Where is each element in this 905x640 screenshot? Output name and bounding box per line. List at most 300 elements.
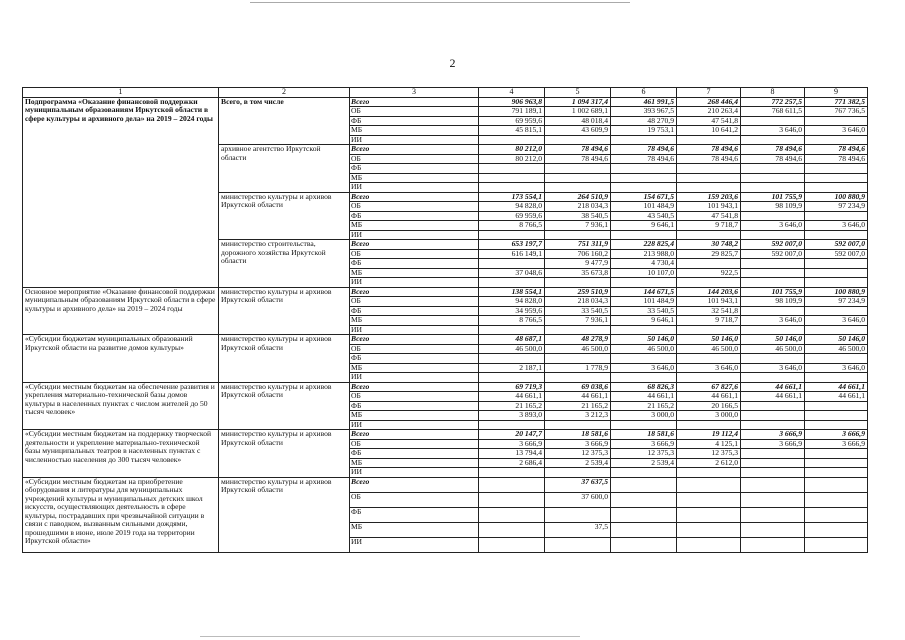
amount-cell: 3 646,0 — [805, 316, 868, 326]
amount-cell: 653 197,7 — [479, 240, 545, 250]
amount-cell: 46 500,0 — [611, 344, 677, 354]
amount-cell: 46 500,0 — [805, 344, 868, 354]
amount-cell — [611, 537, 677, 552]
amount-cell: 268 446,4 — [677, 97, 741, 107]
amount-cell — [677, 259, 741, 269]
amount-cell: 19 753,1 — [611, 126, 677, 136]
amount-cell: 3 000,0 — [611, 411, 677, 421]
funding-source: Всего — [350, 240, 479, 250]
amount-cell: 33 540,5 — [545, 306, 611, 316]
amount-cell: 8 766,5 — [479, 221, 545, 231]
amount-cell — [677, 278, 741, 288]
amount-cell: 7 936,1 — [545, 221, 611, 231]
amount-cell: 144 203,6 — [677, 287, 741, 297]
amount-cell — [741, 537, 805, 552]
amount-cell: 592 007,0 — [741, 240, 805, 250]
amount-cell: 144 671,5 — [611, 287, 677, 297]
amount-cell: 48 018,4 — [545, 116, 611, 126]
amount-cell — [805, 522, 868, 537]
amount-cell: 8 766,5 — [479, 316, 545, 326]
amount-cell: 43 540,5 — [611, 211, 677, 221]
amount-cell: 47 541,8 — [677, 211, 741, 221]
amount-cell — [611, 477, 677, 492]
amount-cell — [741, 354, 805, 364]
amount-cell — [677, 230, 741, 240]
amount-cell: 101 943,1 — [677, 297, 741, 307]
amount-cell: 772 257,5 — [741, 97, 805, 107]
amount-cell: 46 500,0 — [479, 344, 545, 354]
activity-description: «Субсидии местным бюджетам на обеспечение развития и укрепления материально-технической базы домов культуры в населенных пунктах с числом жителей до 50 тысяч человек» — [23, 382, 219, 430]
column-header: 8 — [741, 88, 805, 98]
funding-source: ОБ — [350, 492, 479, 507]
amount-cell: 3 646,0 — [741, 126, 805, 136]
amount-cell: 69 959,6 — [479, 211, 545, 221]
amount-cell — [479, 173, 545, 183]
responsible-executor: министерство культуры и архивов Иркутской области — [219, 335, 350, 383]
amount-cell: 9 646,1 — [611, 316, 677, 326]
amount-cell — [805, 354, 868, 364]
amount-cell: 3 646,0 — [805, 363, 868, 373]
funding-source: ФБ — [350, 116, 479, 126]
funding-source: ИИ — [350, 135, 479, 145]
funding-source: МБ — [350, 173, 479, 183]
amount-cell: 45 815,1 — [479, 126, 545, 136]
amount-cell — [741, 401, 805, 411]
amount-cell: 592 007,0 — [805, 249, 868, 259]
funding-source: МБ — [350, 221, 479, 231]
amount-cell: 3 666,9 — [741, 439, 805, 449]
funding-source: МБ — [350, 363, 479, 373]
amount-cell — [741, 259, 805, 269]
amount-cell — [611, 230, 677, 240]
amount-cell — [677, 354, 741, 364]
amount-cell: 29 825,7 — [677, 249, 741, 259]
amount-cell: 50 146,0 — [741, 335, 805, 345]
amount-cell: 159 203,6 — [677, 192, 741, 202]
funding-source: ОБ — [350, 439, 479, 449]
amount-cell: 9 477,9 — [545, 259, 611, 269]
funding-source: МБ — [350, 316, 479, 326]
amount-cell: 50 146,0 — [805, 335, 868, 345]
amount-cell — [741, 458, 805, 468]
amount-cell: 69 038,6 — [545, 382, 611, 392]
amount-cell: 98 109,9 — [741, 297, 805, 307]
amount-cell — [479, 468, 545, 478]
amount-cell: 78 494,6 — [611, 154, 677, 164]
amount-cell — [611, 135, 677, 145]
amount-cell — [805, 135, 868, 145]
amount-cell — [677, 537, 741, 552]
amount-cell — [545, 173, 611, 183]
amount-cell: 154 671,5 — [611, 192, 677, 202]
amount-cell — [545, 468, 611, 478]
amount-cell — [741, 507, 805, 522]
column-header: 7 — [677, 88, 741, 98]
funding-source: ОБ — [350, 249, 479, 259]
amount-cell — [741, 325, 805, 335]
amount-cell: 3 893,0 — [479, 411, 545, 421]
amount-cell — [805, 278, 868, 288]
amount-cell: 592 007,0 — [805, 240, 868, 250]
amount-cell: 101 755,9 — [741, 287, 805, 297]
funding-source: ОБ — [350, 202, 479, 212]
funding-source: ИИ — [350, 325, 479, 335]
amount-cell: 3 666,9 — [805, 439, 868, 449]
amount-cell — [805, 507, 868, 522]
amount-cell — [741, 411, 805, 421]
amount-cell — [741, 268, 805, 278]
amount-cell: 138 554,1 — [479, 287, 545, 297]
amount-cell: 3 212,3 — [545, 411, 611, 421]
funding-source: МБ — [350, 411, 479, 421]
amount-cell: 10 641,2 — [677, 126, 741, 136]
amount-cell: 751 311,9 — [545, 240, 611, 250]
amount-cell: 78 494,6 — [677, 154, 741, 164]
amount-cell: 706 160,2 — [545, 249, 611, 259]
funding-source: ИИ — [350, 278, 479, 288]
amount-cell — [545, 354, 611, 364]
amount-cell — [741, 492, 805, 507]
funding-source: ФБ — [350, 211, 479, 221]
funding-source: Всего — [350, 97, 479, 107]
amount-cell: 3 646,0 — [805, 126, 868, 136]
funding-source: ИИ — [350, 420, 479, 430]
amount-cell — [741, 183, 805, 193]
amount-cell: 33 540,5 — [611, 306, 677, 316]
amount-cell: 43 609,9 — [545, 126, 611, 136]
amount-cell: 3 666,9 — [741, 430, 805, 440]
amount-cell: 264 510,9 — [545, 192, 611, 202]
amount-cell: 94 828,0 — [479, 297, 545, 307]
amount-cell — [611, 173, 677, 183]
amount-cell: 3 646,0 — [741, 363, 805, 373]
amount-cell — [805, 164, 868, 174]
amount-cell — [479, 354, 545, 364]
amount-cell — [741, 420, 805, 430]
amount-cell: 78 494,6 — [611, 145, 677, 155]
amount-cell: 12 375,3 — [611, 449, 677, 459]
table-row — [23, 477, 868, 492]
amount-cell: 18 581,6 — [545, 430, 611, 440]
amount-cell — [805, 183, 868, 193]
amount-cell: 69 719,3 — [479, 382, 545, 392]
amount-cell: 9 718,7 — [677, 316, 741, 326]
funding-source: Всего — [350, 192, 479, 202]
amount-cell: 46 500,0 — [677, 344, 741, 354]
amount-cell — [545, 135, 611, 145]
amount-cell — [479, 230, 545, 240]
amount-cell: 101 484,9 — [611, 297, 677, 307]
amount-cell: 37 637,5 — [545, 477, 611, 492]
responsible-executor: министерство культуры и архивов Иркутской области — [219, 382, 350, 430]
amount-cell: 67 827,6 — [677, 382, 741, 392]
amount-cell: 48 278,9 — [545, 335, 611, 345]
amount-cell: 47 541,8 — [677, 116, 741, 126]
amount-cell: 44 661,1 — [545, 392, 611, 402]
amount-cell — [805, 468, 868, 478]
amount-cell: 44 661,1 — [479, 392, 545, 402]
amount-cell: 46 500,0 — [545, 344, 611, 354]
amount-cell — [479, 135, 545, 145]
amount-cell: 3 666,9 — [479, 439, 545, 449]
amount-cell: 48 687,1 — [479, 335, 545, 345]
amount-cell: 80 212,0 — [479, 154, 545, 164]
amount-cell: 80 212,0 — [479, 145, 545, 155]
amount-cell — [677, 164, 741, 174]
responsible-executor: министерство строительства, дорожного хозяйства Иркутской области — [219, 240, 350, 288]
amount-cell: 18 581,6 — [611, 430, 677, 440]
amount-cell: 35 673,8 — [545, 268, 611, 278]
amount-cell — [805, 306, 868, 316]
amount-cell: 2 539,4 — [545, 458, 611, 468]
responsible-executor: министерство культуры и архивов Иркутской области — [219, 477, 350, 552]
funding-source: МБ — [350, 522, 479, 537]
amount-cell: 21 165,2 — [545, 401, 611, 411]
amount-cell: 9 718,7 — [677, 221, 741, 231]
funding-source: ИИ — [350, 537, 479, 552]
amount-cell — [611, 420, 677, 430]
amount-cell: 461 991,5 — [611, 97, 677, 107]
amount-cell — [479, 537, 545, 552]
amount-cell: 922,5 — [677, 268, 741, 278]
amount-cell: 48 270,9 — [611, 116, 677, 126]
amount-cell: 34 959,6 — [479, 306, 545, 316]
amount-cell: 44 661,1 — [805, 392, 868, 402]
amount-cell — [611, 354, 677, 364]
activity-description: «Субсидии местным бюджетам на поддержку творческой деятельности и укрепление материально-технической базы муниципальных театров в населенных пунктах с численностью населения до 300 тысяч человек» — [23, 430, 219, 478]
funding-source: МБ — [350, 126, 479, 136]
amount-cell: 616 149,1 — [479, 249, 545, 259]
amount-cell: 3 000,0 — [677, 411, 741, 421]
amount-cell — [741, 468, 805, 478]
funding-source: ФБ — [350, 259, 479, 269]
amount-cell: 44 661,1 — [741, 392, 805, 402]
amount-cell — [479, 164, 545, 174]
amount-cell — [677, 477, 741, 492]
amount-cell: 10 107,0 — [611, 268, 677, 278]
amount-cell: 791 189,1 — [479, 107, 545, 117]
amount-cell — [741, 116, 805, 126]
amount-cell — [677, 420, 741, 430]
amount-cell: 37 600,0 — [545, 492, 611, 507]
activity-description: «Субсидии местным бюджетам на приобретение оборудования и литературы для муниципальных учреждений культуры и муниципальных детских школ искусств, осуществляющих деятельность в сфере культуры, пострадавших при чрезвычайной ситуации в связи с паводком, вызванным сильными дождями, прошедшими в июне, июле 2019 года на территории Иркутской области» — [23, 477, 219, 552]
amount-cell: 78 494,6 — [677, 145, 741, 155]
amount-cell: 78 494,6 — [545, 145, 611, 155]
amount-cell — [805, 477, 868, 492]
amount-cell — [741, 477, 805, 492]
amount-cell: 78 494,6 — [805, 154, 868, 164]
amount-cell — [741, 135, 805, 145]
amount-cell — [741, 173, 805, 183]
amount-cell — [677, 373, 741, 383]
amount-cell — [805, 420, 868, 430]
funding-source: Всего — [350, 335, 479, 345]
amount-cell — [611, 164, 677, 174]
amount-cell: 906 963,8 — [479, 97, 545, 107]
column-header: 4 — [479, 88, 545, 98]
amount-cell — [805, 116, 868, 126]
scan-top-edge — [250, 2, 630, 3]
amount-cell — [677, 492, 741, 507]
amount-cell: 1 002 689,1 — [545, 107, 611, 117]
amount-cell — [479, 492, 545, 507]
amount-cell — [741, 230, 805, 240]
amount-cell: 12 375,3 — [677, 449, 741, 459]
amount-cell — [611, 325, 677, 335]
table-row — [23, 97, 868, 107]
amount-cell — [741, 164, 805, 174]
amount-cell — [545, 507, 611, 522]
amount-cell: 38 540,5 — [545, 211, 611, 221]
amount-cell: 44 661,1 — [611, 392, 677, 402]
amount-cell: 9 646,1 — [611, 221, 677, 231]
table-row — [23, 430, 868, 440]
funding-source: Всего — [350, 477, 479, 492]
amount-cell: 44 661,1 — [741, 382, 805, 392]
responsible-executor: министерство культуры и архивов Иркутской области — [219, 287, 350, 335]
page-number: 2 — [449, 56, 456, 70]
amount-cell: 768 611,5 — [741, 107, 805, 117]
amount-cell — [545, 164, 611, 174]
amount-cell: 68 826,3 — [611, 382, 677, 392]
budget-table-body — [23, 88, 868, 553]
amount-cell: 7 936,1 — [545, 316, 611, 326]
amount-cell: 37 048,6 — [479, 268, 545, 278]
amount-cell: 78 494,6 — [741, 145, 805, 155]
amount-cell — [805, 449, 868, 459]
table-row — [23, 287, 868, 297]
amount-cell: 218 034,3 — [545, 297, 611, 307]
funding-source: ФБ — [350, 507, 479, 522]
amount-cell: 78 494,6 — [545, 154, 611, 164]
amount-cell — [611, 522, 677, 537]
amount-cell — [805, 411, 868, 421]
amount-cell — [479, 522, 545, 537]
responsible-executor: министерство культуры и архивов Иркутской области — [219, 192, 350, 240]
amount-cell — [479, 259, 545, 269]
amount-cell: 173 554,1 — [479, 192, 545, 202]
amount-cell — [805, 173, 868, 183]
amount-cell: 4 125,1 — [677, 439, 741, 449]
amount-cell: 19 112,4 — [677, 430, 741, 440]
amount-cell — [611, 492, 677, 507]
funding-source: МБ — [350, 268, 479, 278]
amount-cell — [611, 507, 677, 522]
amount-cell — [741, 211, 805, 221]
amount-cell: 1 778,9 — [545, 363, 611, 373]
funding-source: МБ — [350, 458, 479, 468]
amount-cell: 50 146,0 — [677, 335, 741, 345]
amount-cell: 37,5 — [545, 522, 611, 537]
amount-cell: 12 375,3 — [545, 449, 611, 459]
scan-bottom-edge — [200, 636, 580, 637]
table-row — [23, 382, 868, 392]
amount-cell: 30 748,2 — [677, 240, 741, 250]
amount-cell — [677, 522, 741, 537]
amount-cell: 3 646,0 — [611, 363, 677, 373]
funding-source: Всего — [350, 430, 479, 440]
amount-cell — [741, 449, 805, 459]
amount-cell: 767 736,5 — [805, 107, 868, 117]
amount-cell — [805, 458, 868, 468]
amount-cell — [545, 420, 611, 430]
amount-cell: 101 943,1 — [677, 202, 741, 212]
amount-cell — [677, 135, 741, 145]
amount-cell — [479, 373, 545, 383]
amount-cell — [545, 325, 611, 335]
table-row — [23, 335, 868, 345]
amount-cell — [545, 278, 611, 288]
amount-cell — [741, 522, 805, 537]
amount-cell: 100 880,9 — [805, 192, 868, 202]
amount-cell — [611, 373, 677, 383]
amount-cell — [805, 492, 868, 507]
amount-cell: 2 612,0 — [677, 458, 741, 468]
amount-cell: 3 666,9 — [611, 439, 677, 449]
amount-cell: 3 666,9 — [805, 430, 868, 440]
amount-cell — [805, 373, 868, 383]
amount-cell — [545, 373, 611, 383]
amount-cell — [479, 183, 545, 193]
column-header: 9 — [805, 88, 868, 98]
column-header: 3 — [350, 88, 479, 98]
amount-cell: 13 794,4 — [479, 449, 545, 459]
activity-description: Основное мероприятие «Оказание финансовой поддержки муниципальным образованиям Иркутской области в сфере культуры и архивного дела» на 2019 – 2024 годы — [23, 287, 219, 335]
amount-cell: 78 494,6 — [741, 154, 805, 164]
amount-cell: 50 146,0 — [611, 335, 677, 345]
amount-cell — [741, 278, 805, 288]
amount-cell — [611, 183, 677, 193]
amount-cell: 210 263,4 — [677, 107, 741, 117]
amount-cell — [741, 373, 805, 383]
amount-cell: 218 034,3 — [545, 202, 611, 212]
funding-source: ФБ — [350, 401, 479, 411]
amount-cell — [545, 230, 611, 240]
amount-cell: 213 988,0 — [611, 249, 677, 259]
amount-cell: 100 880,9 — [805, 287, 868, 297]
funding-source: Всего — [350, 287, 479, 297]
amount-cell: 98 109,9 — [741, 202, 805, 212]
column-header: 2 — [219, 88, 350, 98]
amount-cell — [805, 259, 868, 269]
activity-description: Подпрограмма «Оказание финансовой поддержки муниципальным образованиям Иркутской области в сфере культуры и архивного дела» на 2019 – 2024 годы — [23, 97, 219, 287]
amount-cell: 3 666,9 — [545, 439, 611, 449]
budget-table — [22, 87, 868, 553]
amount-cell — [805, 268, 868, 278]
amount-cell: 20 147,7 — [479, 430, 545, 440]
funding-source: ИИ — [350, 230, 479, 240]
funding-source: Всего — [350, 382, 479, 392]
amount-cell — [545, 183, 611, 193]
amount-cell: 21 165,2 — [479, 401, 545, 411]
responsible-executor: архивное агентство Иркутской области — [219, 145, 350, 193]
column-header: 6 — [611, 88, 677, 98]
funding-source: ФБ — [350, 354, 479, 364]
amount-cell — [611, 278, 677, 288]
funding-source: ИИ — [350, 183, 479, 193]
amount-cell — [479, 278, 545, 288]
amount-cell — [805, 401, 868, 411]
amount-cell — [741, 306, 805, 316]
amount-cell: 94 828,0 — [479, 202, 545, 212]
amount-cell: 3 646,0 — [805, 221, 868, 231]
amount-cell — [479, 507, 545, 522]
column-header: 5 — [545, 88, 611, 98]
amount-cell: 44 661,1 — [677, 392, 741, 402]
amount-cell: 393 967,5 — [611, 107, 677, 117]
responsible-executor: Всего, в том числе — [219, 97, 350, 145]
amount-cell: 592 007,0 — [741, 249, 805, 259]
